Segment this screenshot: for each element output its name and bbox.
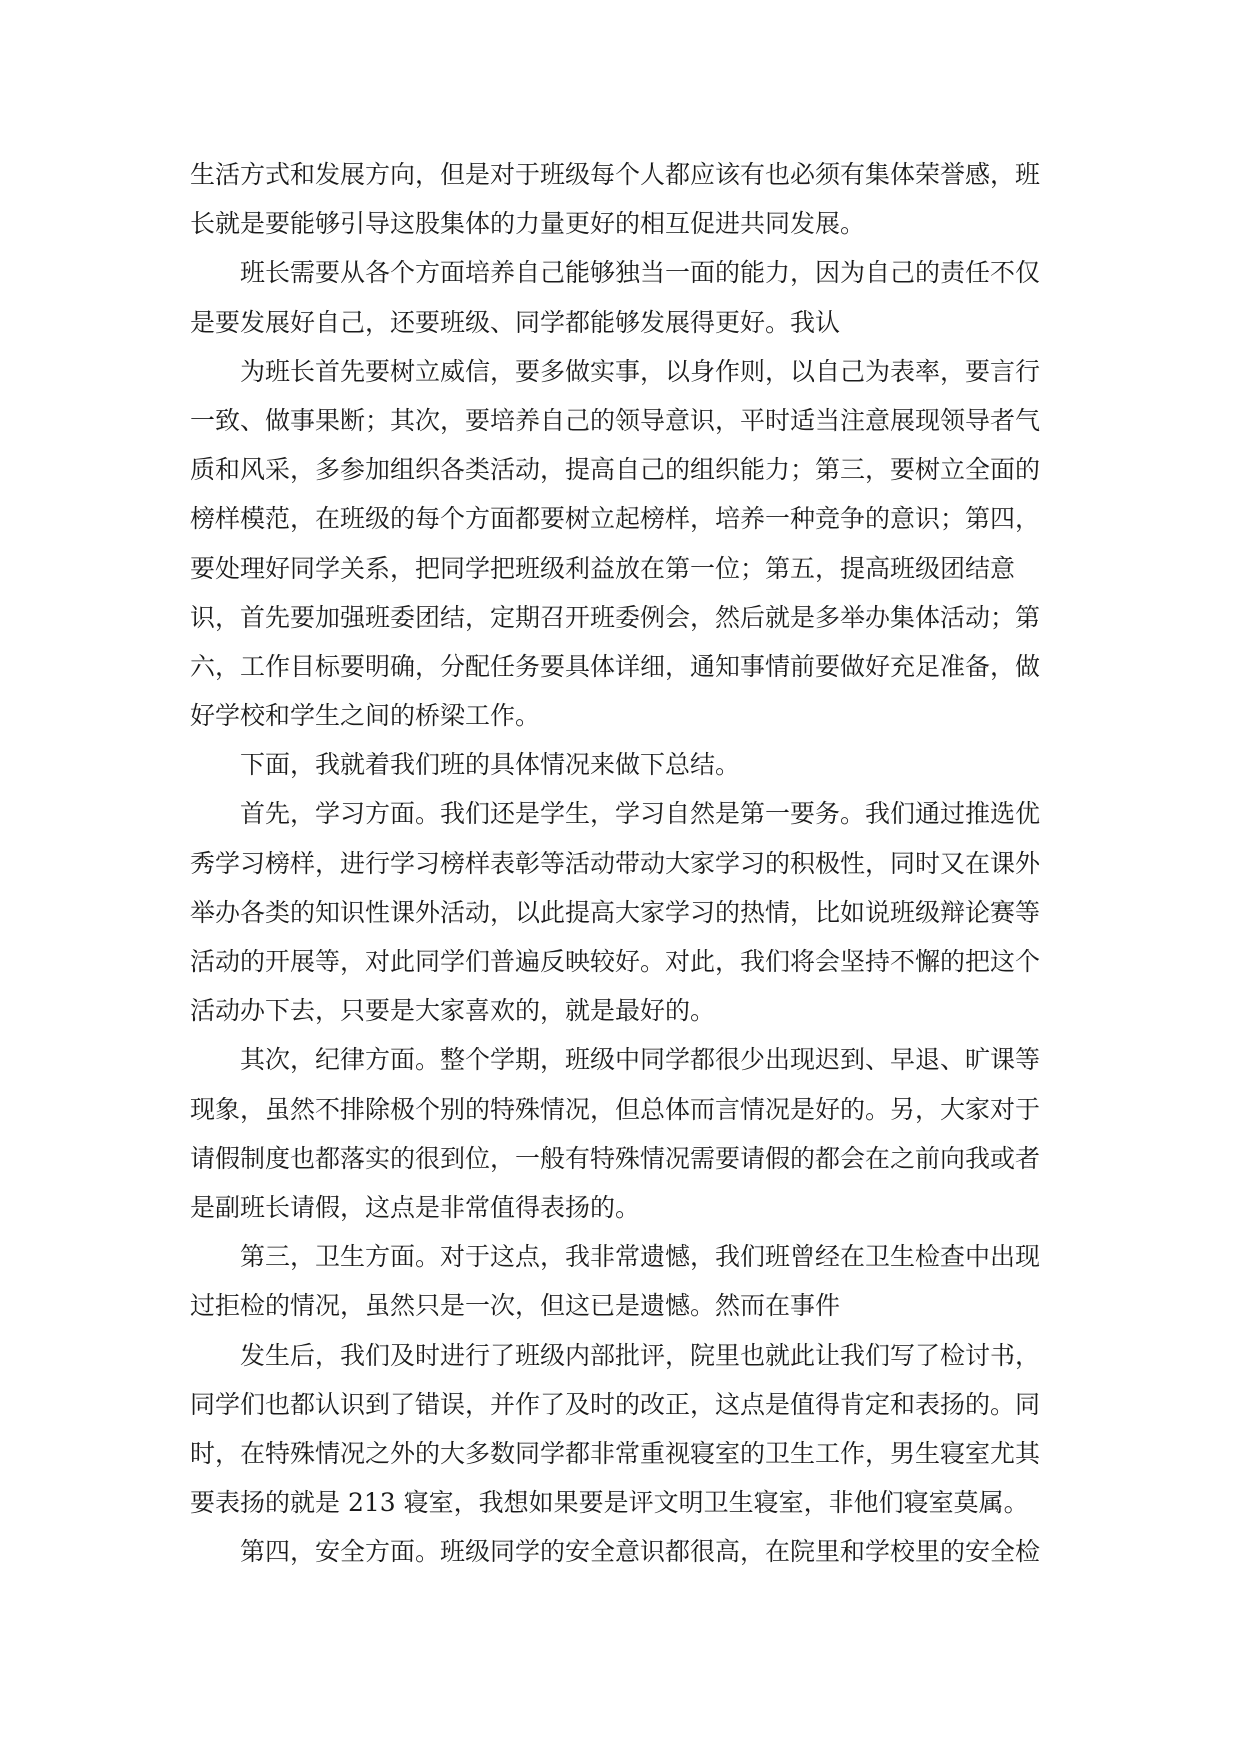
paragraph (190, 1035, 1050, 1232)
text-line: 举办各类的知识性课外活动，以此提高大家学习的热情，比如说班级辩论赛等 (190, 897, 1041, 927)
paragraph (190, 1527, 1050, 1576)
text-line: 质和风采，多参加组织各类活动，提高自己的组织能力；第三，要树立全面的 (190, 455, 1041, 485)
text-line: 活动的开展等，对此同学们普遍反映较好。对此，我们将会坚持不懈的把这个 (190, 947, 1041, 976)
text-line: 生活方式和发展方向，但是对于班级每个人都应该有也必须有集体荣誉感，班 (190, 160, 1041, 189)
text-line: 是要发展好自己，还要班级、同学都能够发展得更好。我认 (190, 307, 841, 337)
text-line: 榜样模范，在班级的每个方面都要树立起榜样，培养一种竞争的意识；第四， (190, 504, 1041, 534)
text-line: 第四，安全方面。班级同学的安全意识都很高，在院里和学校里的安全检 (240, 1537, 1041, 1567)
text-line: 一致、做事果断；其次，要培养自己的领导意识，平时适当注意展现领导者气 (190, 405, 1041, 435)
text-line: 识，首先要加强班委团结，定期召开班委例会，然后就是多举办集体活动；第 (190, 602, 1041, 632)
document-body (190, 150, 1050, 1576)
text-line: 请假制度也都落实的很到位，一般有特殊情况需要请假的都会在之前向我或者 (190, 1143, 1041, 1173)
paragraph (190, 740, 1050, 789)
text-line: 下面，我就着我们班的具体情况来做下总结。 (240, 750, 741, 780)
text-line: 要处理好同学关系，把同学把班级利益放在第一位；第五，提高班级团结意 (190, 553, 1016, 583)
text-line: 时，在特殊情况之外的大多数同学都非常重视寝室的卫生工作，男生寝室尤其 (190, 1438, 1041, 1468)
text-line: 是副班长请假，这点是非常值得表扬的。 (190, 1192, 641, 1222)
text-line: 首先，学习方面。我们还是学生，学习自然是第一要务。我们通过推选优 (240, 799, 1041, 829)
text-line: 秀学习榜样，进行学习榜样表彰等活动带动大家学习的积极性，同时又在课外 (190, 848, 1041, 878)
text-line: 现象，虽然不排除极个别的特殊情况，但总体而言情况是好的。另，大家对于 (190, 1094, 1041, 1124)
text-line: 长就是要能够引导这股集体的力量更好的相互促进共同发展。 (190, 209, 866, 239)
text-line: 同学们也都认识到了错误，并作了及时的改正，这点是值得肯定和表扬的。同 (190, 1389, 1041, 1419)
text-line: 要表扬的就是 213 寝室，我想如果要是评文明卫生寝室，非他们寝室莫属。 (190, 1488, 1029, 1518)
text-line: 第三，卫生方面。对于这点，我非常遗憾，我们班曾经在卫生检查中出现 (240, 1242, 1041, 1272)
paragraph (190, 1232, 1050, 1330)
text-line: 六，工作目标要明确，分配任务要具体详细，通知事情前要做好充足准备，做 (190, 651, 1041, 681)
paragraph (190, 248, 1050, 346)
paragraph (190, 347, 1050, 741)
text-line: 为班长首先要树立威信，要多做实事，以身作则，以自己为表率，要言行 (240, 356, 1041, 386)
paragraph (190, 1331, 1050, 1528)
text-line: 其次，纪律方面。整个学期，班级中同学都很少出现迟到、早退、旷课等 (240, 1045, 1041, 1075)
text-line: 发生后，我们及时进行了班级内部批评，院里也就此让我们写了检讨书， (240, 1340, 1041, 1370)
text-line: 班长需要从各个方面培养自己能够独当一面的能力，因为自己的责任不仅 (240, 258, 1041, 288)
paragraph (190, 789, 1050, 1035)
paragraph (190, 150, 1050, 248)
text-line: 好学校和学生之间的桥梁工作。 (190, 701, 541, 731)
text-line: 活动办下去，只要是大家喜欢的，就是最好的。 (190, 996, 716, 1026)
text-line: 过拒检的情况，虽然只是一次，但这已是遗憾。然而在事件 (190, 1291, 841, 1321)
